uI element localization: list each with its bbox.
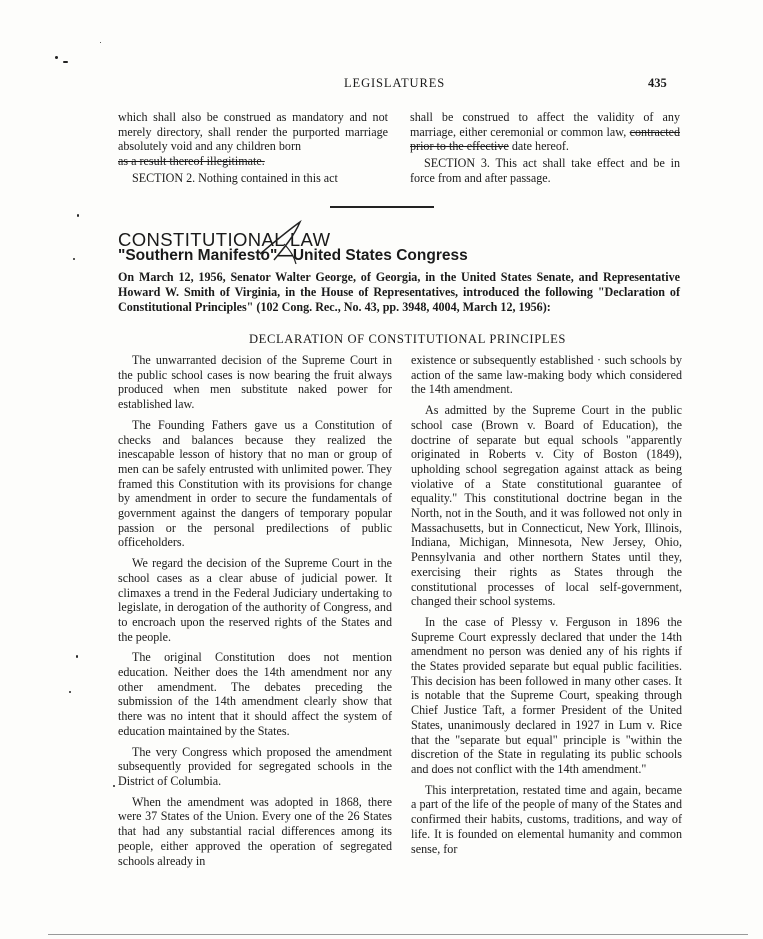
paragraph: This interpretation, restated time and again, became a part of the life of the people of many of the States and confirmed their habits, customs, traditions, and way of life. It is founded on elemental humanity and common sense, for xyxy=(411,782,682,856)
section-3-text: SECTION 3. This act shall take effect and be in force from and after passage. xyxy=(410,156,680,185)
article-title: CONSTITUTIONAL LAW xyxy=(118,229,331,250)
statute-text: which shall also be construed as mandatory and not merely directory, shall render the purported marriage absolutely void and any children born xyxy=(118,110,388,154)
paragraph: When the amendment was adopted in 1868, there were 37 States of the Union. Every one of the 26 States that had any substantial racial differences among its people, either approved the operation of segregated schools already in xyxy=(118,794,392,868)
article-intro: On March 12, 1956, Senator Walter George, of Georgia, in the United States Senate, and Representative Howard W. Smith of Virginia, in the House of Representatives, introduced the following "Declaration of Constitutional Principles" (102 Cong. Rec., No. 43, pp. 3948, 4004, March 12, 1956): xyxy=(118,270,680,314)
declaration-heading-text: DECLARATION OF CONSTITUTIONAL PRINCIPLES xyxy=(248,332,567,346)
page-number: 435 xyxy=(648,76,667,90)
paragraph: The unwarranted decision of the Supreme Court in the public school cases is now bearing the fruit always produced when men substitute naked power for established law. xyxy=(118,353,392,412)
declaration-heading xyxy=(0,332,763,347)
paragraph: As admitted by the Supreme Court in the public school case (Brown v. Board of Education), the doctrine of separate but equal schools "apparently originated in Roberts v. City of Boston (1849), upholding school segregation against attack as being violative of a State constitutional guarantee of equality." This constitutional doctrine began in the North, not in the South, and it was followed not only in Massachusetts, but in Connecticut, New York, Illinois, Indiana, Michigan, Minnesota, New Jersey, Ohio, Pennsylvania and other northern States until they, exercising their rights as States through the constitutional processes of local self-government, changed their school systems. xyxy=(411,403,682,609)
section-2-text: SECTION 2. Nothing contained in this act xyxy=(132,170,338,185)
statute-struck-text: as a result thereof illegitimate. xyxy=(118,154,265,169)
scan-edge-line xyxy=(48,934,748,935)
statute-text xyxy=(410,110,680,154)
statute-struck-text: contracted prior to the effective xyxy=(410,124,680,154)
article-subtitle: "Southern Manifesto"—United States Congress xyxy=(118,247,468,264)
paragraph: The very Congress which proposed the amendment subsequently provided for segregated schools in the District of Columbia. xyxy=(118,744,392,788)
body-left-column xyxy=(118,353,392,868)
paragraph: existence or subsequently established · such schools by action of the same law-making body which considered the 14th amendment. xyxy=(411,353,682,397)
running-header xyxy=(0,76,763,92)
paragraph: The original Constitution does not mention education. Neither does the 14th amendment nor any other amendment. The debates preceding the submission of the 14th amendment clearly show that there was no intent that it should affect the system of education maintained by the States. xyxy=(118,650,392,738)
statute-text-part: date hereof. xyxy=(508,139,569,154)
paragraph: The Founding Fathers gave us a Constitution of checks and balances because they realized the inescapable lesson of history that no man or group of men can be safely entrusted with unlimited power. They framed this Constitution with its provisions for change by amendment in order to secure the fundamentals of government against the dangers of temporary popular passion or the personal predilections of public officeholders. xyxy=(118,417,392,550)
top-left-column xyxy=(118,110,388,186)
paragraph: In the case of Plessy v. Ferguson in 1896 the Supreme Court expressly declared that under the 14th amendment no person was denied any of his rights if the States provided separate but equal public facilities. This decision has been followed in many other cases. It is notable that the Supreme Court, speaking through Chief Justice Taft, a former President of the United States, unanimously declared in 1927 in Lum v. Rice that the "separate but equal" principle is "within the discretion of the State in regulating its public schools and does not conflict with the 14th amendment." xyxy=(411,614,682,776)
paragraph: We regard the decision of the Supreme Court in the school cases as a clear abuse of judicial power. It climaxes a trend in the Federal Judiciary undertaking to legislate, in derogation of the authority of Congress, and to encroach upon the reserved rights of the States and the people. xyxy=(118,556,392,644)
running-title: LEGISLATURES xyxy=(344,76,446,90)
body-right-column xyxy=(411,353,682,856)
top-right-column xyxy=(410,110,680,186)
section-divider xyxy=(330,206,434,208)
statute-text-part: shall be construed to affect the validity of any marriage, either ceremonial or common law, xyxy=(410,110,680,139)
